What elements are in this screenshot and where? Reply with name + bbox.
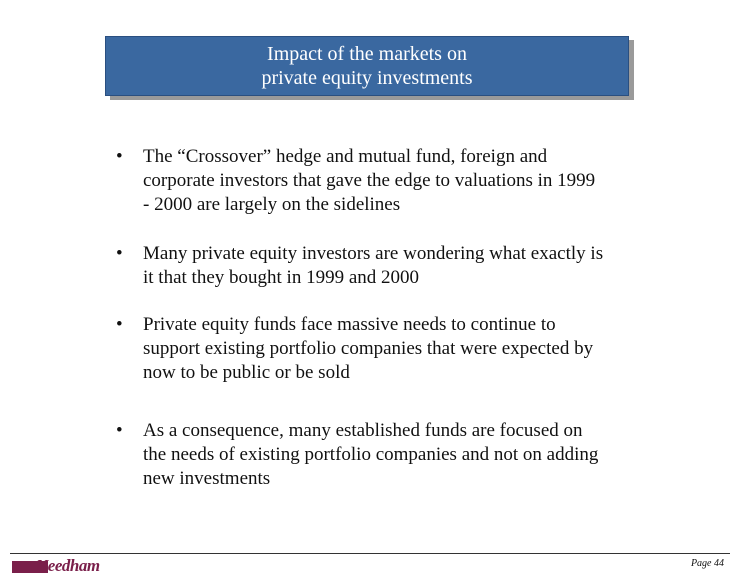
bullet-line: support existing portfolio companies that were expected by bbox=[143, 338, 594, 359]
slide-title-line-2: private equity investments bbox=[261, 67, 473, 89]
logo-text: Needham bbox=[36, 556, 100, 575]
bullet-text bbox=[143, 419, 678, 491]
page-number: Page 44 bbox=[690, 558, 724, 569]
bullet-text bbox=[143, 242, 678, 290]
bullet-text bbox=[143, 145, 678, 217]
bullet-line: new investments bbox=[143, 468, 271, 489]
bullet-line: Private equity funds face massive needs to continue to bbox=[143, 314, 556, 335]
bullet-line: it that they bought in 1999 and 2000 bbox=[143, 267, 420, 288]
bullet-line: As a consequence, many established funds are focused on bbox=[143, 420, 583, 441]
bullet-line: now to be public or be sold bbox=[143, 362, 350, 383]
bullet-line: The “Crossover” hedge and mutual fund, foreign and bbox=[143, 146, 548, 167]
slide-title-box bbox=[105, 36, 629, 96]
slide-title-line-1: Impact of the markets on bbox=[267, 43, 467, 65]
bullet-marker: • bbox=[116, 314, 123, 335]
bullet-marker: • bbox=[116, 146, 123, 167]
footer-divider bbox=[10, 553, 730, 554]
bullet-line: the needs of existing portfolio companies and not on adding bbox=[143, 444, 599, 465]
bullet-line: - 2000 are largely on the sidelines bbox=[143, 194, 401, 215]
bullet-marker: • bbox=[116, 243, 123, 264]
needham-logo bbox=[12, 557, 132, 575]
bullet-marker: • bbox=[116, 420, 123, 441]
bullet-line: corporate investors that gave the edge to valuations in 1999 bbox=[143, 170, 596, 191]
bullet-text bbox=[143, 313, 678, 385]
bullet-line: Many private equity investors are wondering what exactly is bbox=[143, 243, 604, 264]
